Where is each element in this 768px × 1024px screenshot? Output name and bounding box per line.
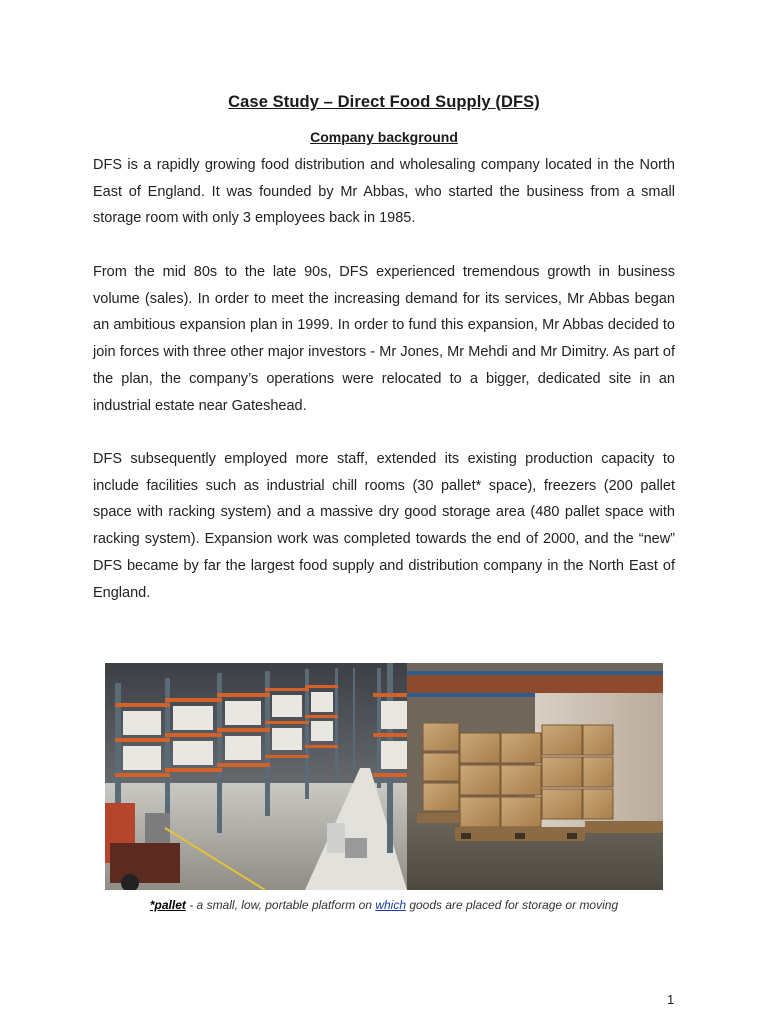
caption-term: *pallet [149, 898, 186, 912]
section-heading: Company background [310, 129, 458, 145]
warehouse-photos [105, 663, 663, 890]
warehouse-aisle-photo [105, 663, 407, 890]
caption-text-end: goods are placed for storage or moving [406, 898, 619, 912]
paragraph-company-origin: DFS is a rapidly growing food distribution and wholesaling company located in the North East of England. It was founded by Mr Abbas, who started the business from a small storage room with only 3 employees back in 1985. [93, 157, 675, 227]
caption-link-which[interactable]: which [375, 898, 406, 912]
pallet-boxes-photo [407, 663, 663, 890]
caption-text: - a small, low, portable platform on [185, 898, 376, 912]
paragraph-facilities: DFS subsequently employed more staff, extended its existing production capacity to include facilities such as industrial chill rooms (30 pallet* space), freezers (200 pallet space with racking system) and a massive dry good storage area (480 pallet space with racking system). Expansion work was completed towards the end of 2000, and the “new” DFS became by far the largest food supply and distribution company in the North East of England. [93, 451, 675, 601]
paragraph-expansion-plan: From the mid 80s to the late 90s, DFS experienced tremendous growth in business volume (sales). In order to meet the increasing demand for its services, Mr Abbas began an ambitious expansion plan in 1999. In order to fund this expansion, Mr Abbas decided to join forces with three other major investors - Mr Jones, Mr Mehdi and Mr Dimitry. As part of the plan, the company’s operations were relocated to a bigger, dedicated site in an industrial estate near Gateshead. [93, 264, 675, 414]
page-number: 1 [667, 992, 675, 1007]
page-title: Case Study – Direct Food Supply (DFS) [228, 93, 540, 111]
image-caption [0, 898, 768, 912]
